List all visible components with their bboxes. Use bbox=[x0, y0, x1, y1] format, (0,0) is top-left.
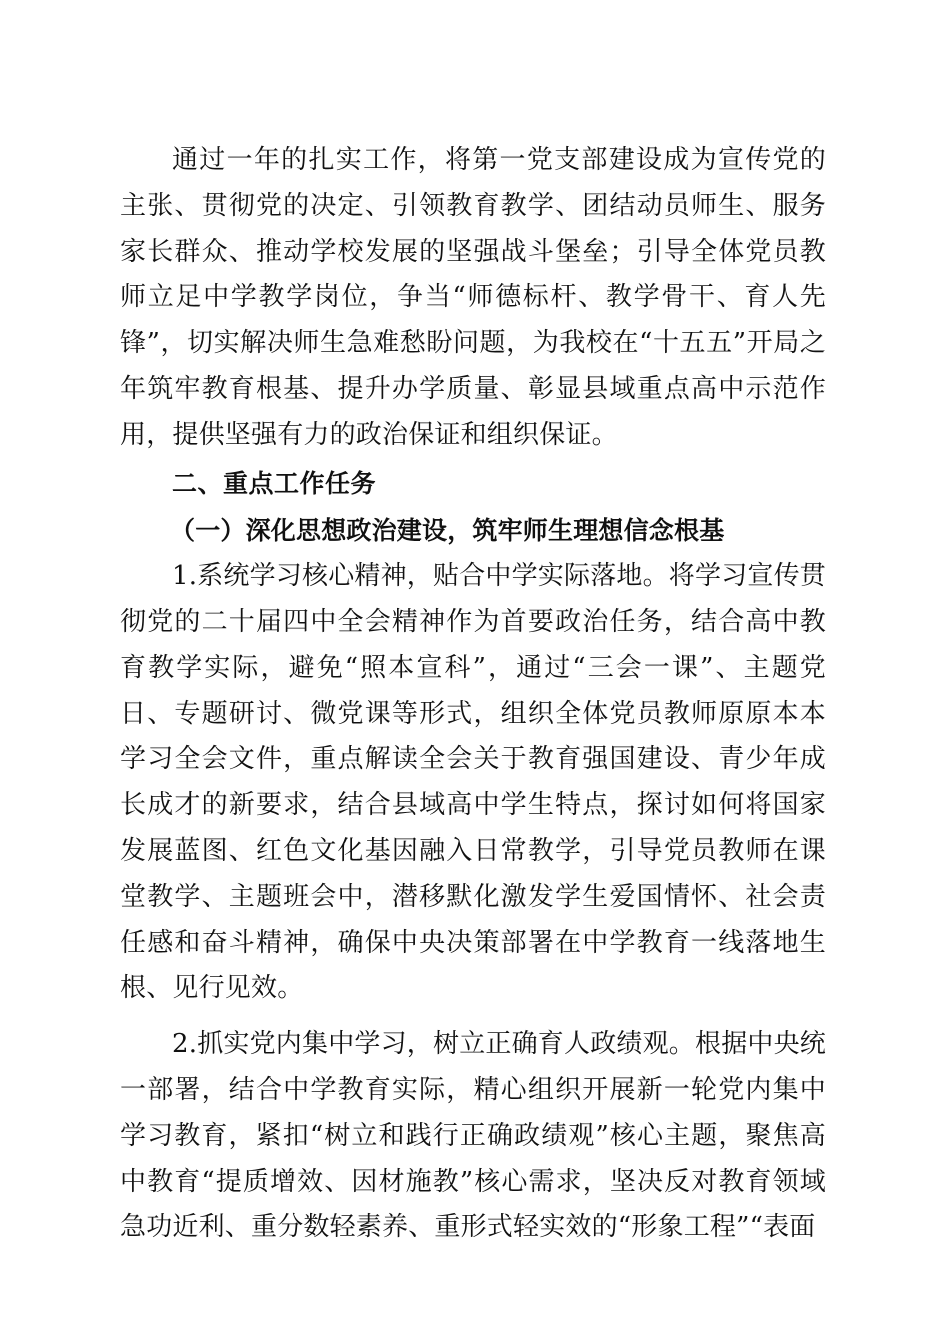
item-2-paragraph: 2.抓实党内集中学习，树立正确育人政绩观。根据中央统一部署，结合中学教育实际，精心组织开展新一轮党内集中学习教育，紧扣“树立和践行正确政绩观”核心主题，聚焦高中教育“提质增效、因材施教”核心需求，坚决反对教育领域急功近利、重分数轻素养、重形式轻实效的“形象工程”“表面 bbox=[120, 1029, 827, 1243]
item-1-paragraph: 1.系统学习核心精神，贴合中学实际落地。将学习宣传贯彻党的二十届四中全会精神作为首要政治任务，结合高中教育教学实际，避免“照本宣科”，通过“三会一课”、主题党日、专题研讨、微党课等形式，组织全体党员教师原原本本学习全会文件，重点解读全会关于教育强国建设、青少年成长成才的新要求，结合县域高中学生特点，探讨如何将国家发展蓝图、红色文化基因融入日常教学，引导党员教师在课堂教学、主题班会中，潜移默化激发学生爱国情怀、社会责任感和奋斗精神，确保中央决策部署在中学教育一线落地生根、见行见效。 bbox=[120, 561, 827, 1004]
intro-paragraph: 通过一年的扎实工作，将第一党支部建设成为宣传党的主张、贯彻党的决定、引领教育教学、团结动员师生、服务家长群众、推动学校发展的坚强战斗堡垒；引导全体党员教师立足中学教学岗位，争当“师德标杆、教学骨干、育人先锋”，切实解决师生急难愁盼问题，为我校在“十五五”开局之年筑牢教育根基、提升办学质量、彰显县域重点高中示范作用，提供坚强有力的政治保证和组织保证。 bbox=[120, 145, 826, 450]
document-body bbox=[120, 138, 826, 1251]
subsection-heading: （一）深化思想政治建设，筑牢师生理想信念根基 bbox=[170, 516, 725, 546]
section-heading: 二、重点工作任务 bbox=[172, 468, 377, 498]
